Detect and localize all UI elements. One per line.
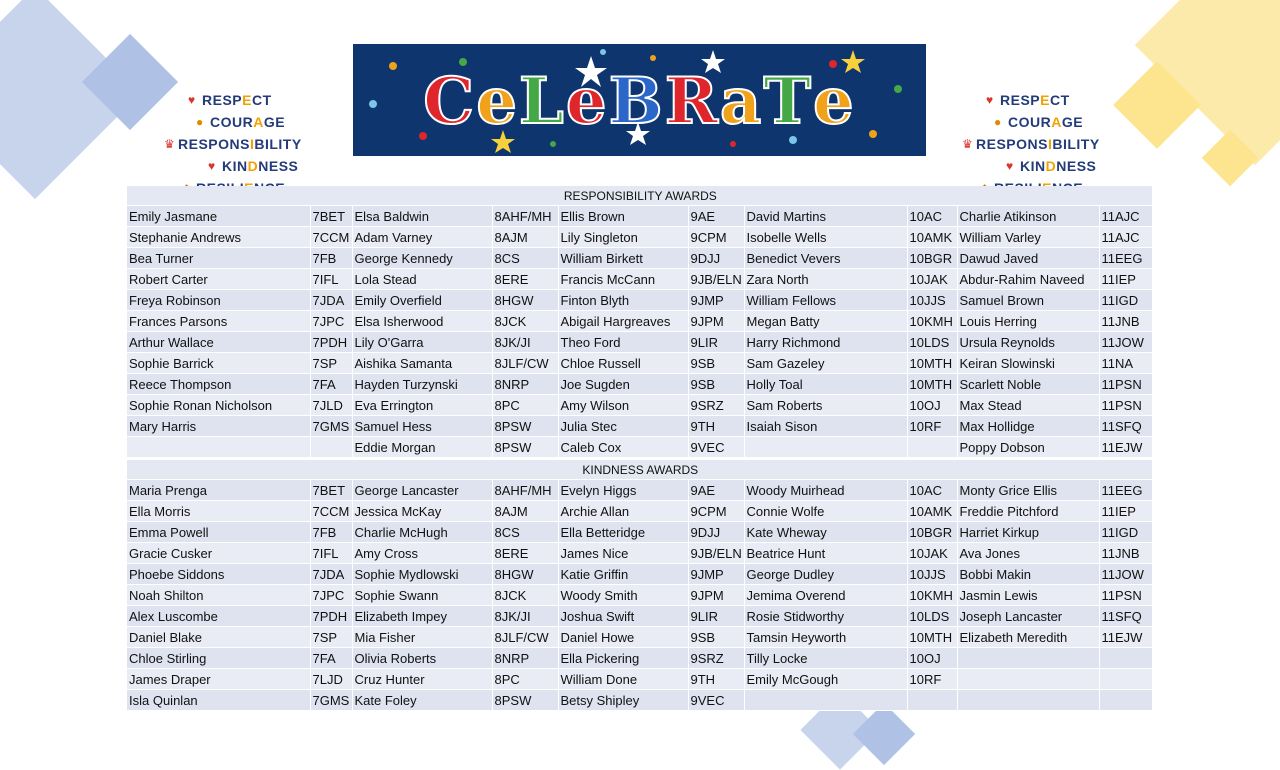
student-name-cell: Sophie Swann [352, 585, 492, 606]
form-group-cell: 10JAK [907, 543, 957, 564]
banner-letter: T [763, 64, 814, 139]
student-name-cell: James Nice [558, 543, 688, 564]
table-row [127, 353, 1152, 374]
student-name-cell: Amy Wilson [558, 395, 688, 416]
kindness-awards-title: KINDNESS AWARDS [127, 460, 1152, 480]
table-row [127, 290, 1152, 311]
student-name-cell: Ella Morris [127, 501, 310, 522]
form-group-cell: 7SP [310, 353, 352, 374]
student-name-cell: Theo Ford [558, 332, 688, 353]
student-name-cell: Sam Gazeley [744, 353, 907, 374]
form-group-cell: 10RF [907, 416, 957, 437]
table-row [127, 606, 1152, 627]
student-name-cell: Woody Smith [558, 585, 688, 606]
form-group-cell: 11AJC [1099, 206, 1152, 227]
student-name-cell: Caleb Cox [558, 437, 688, 458]
form-group-cell: 10MTH [907, 627, 957, 648]
banner-letter: L [518, 64, 566, 139]
student-name-cell: Abigail Hargreaves [558, 311, 688, 332]
table-row [127, 690, 1152, 711]
student-name-cell: Ellis Brown [558, 206, 688, 227]
value-word: KINDNESS [1020, 158, 1097, 174]
form-group-cell: 8NRP [492, 374, 558, 395]
form-group-cell: 10MTH [907, 374, 957, 395]
student-name-cell: Aishika Samanta [352, 353, 492, 374]
form-group-cell: 7CCM [310, 227, 352, 248]
form-group-cell: 11JOW [1099, 564, 1152, 585]
form-group-cell: 9JPM [688, 585, 744, 606]
form-group-cell: 8HGW [492, 564, 558, 585]
student-name-cell: Julia Stec [558, 416, 688, 437]
student-name-cell: Kate Wheway [744, 522, 907, 543]
form-group-cell: 9SRZ [688, 395, 744, 416]
form-group-cell: 11IEP [1099, 501, 1152, 522]
student-name-cell: Olivia Roberts [352, 648, 492, 669]
student-name-cell: Ava Jones [957, 543, 1099, 564]
form-group-cell: 7GMS [310, 690, 352, 711]
student-name-cell: Elizabeth Impey [352, 606, 492, 627]
form-group-cell: 10LDS [907, 606, 957, 627]
table-row [127, 522, 1152, 543]
student-name-cell: Benedict Vevers [744, 248, 907, 269]
form-group-cell: 10BGR [907, 522, 957, 543]
student-name-cell [127, 437, 310, 458]
form-group-cell: 8PSW [492, 416, 558, 437]
student-name-cell: Freddie Pitchford [957, 501, 1099, 522]
student-name-cell: Reece Thompson [127, 374, 310, 395]
student-name-cell: Freya Robinson [127, 290, 310, 311]
form-group-cell: 7PDH [310, 332, 352, 353]
form-group-cell: 9JMP [688, 290, 744, 311]
form-group-cell: 10BGR [907, 248, 957, 269]
form-group-cell [1099, 690, 1152, 711]
student-name-cell: Harry Richmond [744, 332, 907, 353]
form-group-cell: 8PC [492, 669, 558, 690]
responsibility-awards-table [127, 186, 1153, 458]
student-name-cell: Charlie Atikinson [957, 206, 1099, 227]
banner-letter: B [608, 64, 665, 139]
form-group-cell [310, 437, 352, 458]
form-group-cell: 9CPM [688, 501, 744, 522]
form-group-cell: 11IGD [1099, 522, 1152, 543]
student-name-cell: Isobelle Wells [744, 227, 907, 248]
form-group-cell: 10KMH [907, 585, 957, 606]
student-name-cell: Daniel Howe [558, 627, 688, 648]
student-name-cell: Francis McCann [558, 269, 688, 290]
form-group-cell: 7FB [310, 248, 352, 269]
value-word: RESPECT [1000, 92, 1070, 108]
form-group-cell: 9LIR [688, 332, 744, 353]
form-group-cell: 9VEC [688, 437, 744, 458]
form-group-cell: 8PSW [492, 437, 558, 458]
student-name-cell: Bobbi Makin [957, 564, 1099, 585]
student-name-cell: Emily Overfield [352, 290, 492, 311]
form-group-cell [1099, 648, 1152, 669]
student-name-cell: Arthur Wallace [127, 332, 310, 353]
student-name-cell: Dawud Javed [957, 248, 1099, 269]
heart-icon: ♥ [986, 93, 994, 107]
student-name-cell: Lily Singleton [558, 227, 688, 248]
form-group-cell: 7JPC [310, 311, 352, 332]
form-group-cell: 9SB [688, 374, 744, 395]
student-name-cell: Frances Parsons [127, 311, 310, 332]
form-group-cell: 10RF [907, 669, 957, 690]
student-name-cell: Max Hollidge [957, 416, 1099, 437]
student-name-cell: Lola Stead [352, 269, 492, 290]
form-group-cell: 7IFL [310, 269, 352, 290]
form-group-cell: 10AMK [907, 501, 957, 522]
form-group-cell: 11IEP [1099, 269, 1152, 290]
form-group-cell: 8JLF/CW [492, 353, 558, 374]
student-name-cell: Amy Cross [352, 543, 492, 564]
student-name-cell: Elsa Isherwood [352, 311, 492, 332]
form-group-cell: 11PSN [1099, 395, 1152, 416]
student-name-cell: Connie Wolfe [744, 501, 907, 522]
responsibility-awards-title: RESPONSIBILITY AWARDS [127, 186, 1152, 206]
value-word: COURAGE [210, 114, 286, 130]
form-group-cell: 11EJW [1099, 437, 1152, 458]
student-name-cell: Louis Herring [957, 311, 1099, 332]
table-row [127, 374, 1152, 395]
form-group-cell: 7BET [310, 206, 352, 227]
student-name-cell: Eddie Morgan [352, 437, 492, 458]
form-group-cell: 7CCM [310, 501, 352, 522]
medal-icon: ● [196, 115, 204, 129]
student-name-cell: Jasmin Lewis [957, 585, 1099, 606]
student-name-cell: Chloe Russell [558, 353, 688, 374]
student-name-cell: James Draper [127, 669, 310, 690]
form-group-cell: 9JPM [688, 311, 744, 332]
form-group-cell: 7GMS [310, 416, 352, 437]
value-word: RESPONSIBILITY [976, 136, 1100, 152]
form-group-cell: 8AJM [492, 227, 558, 248]
table-row [127, 269, 1152, 290]
form-group-cell: 11SFQ [1099, 416, 1152, 437]
student-name-cell: Sophie Mydlowski [352, 564, 492, 585]
form-group-cell: 8ERE [492, 269, 558, 290]
form-group-cell: 8NRP [492, 648, 558, 669]
student-name-cell: Keiran Slowinski [957, 353, 1099, 374]
form-group-cell [1099, 669, 1152, 690]
student-name-cell: Cruz Hunter [352, 669, 492, 690]
student-name-cell: Betsy Shipley [558, 690, 688, 711]
form-group-cell: 8PC [492, 395, 558, 416]
form-group-cell: 7IFL [310, 543, 352, 564]
student-name-cell: George Kennedy [352, 248, 492, 269]
student-name-cell: Robert Carter [127, 269, 310, 290]
student-name-cell: William Fellows [744, 290, 907, 311]
celebrate-banner [353, 44, 926, 156]
form-group-cell: 8ERE [492, 543, 558, 564]
student-name-cell: George Dudley [744, 564, 907, 585]
student-name-cell: Joshua Swift [558, 606, 688, 627]
student-name-cell: Finton Blyth [558, 290, 688, 311]
form-group-cell: 7JPC [310, 585, 352, 606]
value-word: KINDNESS [222, 158, 299, 174]
form-group-cell: 10JJS [907, 564, 957, 585]
form-group-cell: 11JOW [1099, 332, 1152, 353]
form-group-cell: 9SRZ [688, 648, 744, 669]
student-name-cell: Scarlett Noble [957, 374, 1099, 395]
student-name-cell: Tamsin Heyworth [744, 627, 907, 648]
student-name-cell: Archie Allan [558, 501, 688, 522]
form-group-cell: 10AMK [907, 227, 957, 248]
medal-icon: ● [994, 115, 1002, 129]
form-group-cell: 11JNB [1099, 543, 1152, 564]
form-group-cell: 8AJM [492, 501, 558, 522]
form-group-cell: 10AC [907, 206, 957, 227]
student-name-cell: Sophie Barrick [127, 353, 310, 374]
student-name-cell: Woody Muirhead [744, 480, 907, 501]
form-group-cell: 8AHF/MH [492, 480, 558, 501]
student-name-cell: Kate Foley [352, 690, 492, 711]
form-group-cell: 10OJ [907, 395, 957, 416]
form-group-cell: 7FA [310, 648, 352, 669]
form-group-cell: 7PDH [310, 606, 352, 627]
form-group-cell: 9CPM [688, 227, 744, 248]
form-group-cell: 9TH [688, 669, 744, 690]
student-name-cell: Charlie McHugh [352, 522, 492, 543]
student-name-cell [957, 669, 1099, 690]
form-group-cell [907, 690, 957, 711]
form-group-cell: 11EEG [1099, 248, 1152, 269]
form-group-cell: 10AC [907, 480, 957, 501]
banner-letter: e [565, 64, 609, 139]
form-group-cell: 11SFQ [1099, 606, 1152, 627]
form-group-cell: 10KMH [907, 311, 957, 332]
form-group-cell: 8CS [492, 248, 558, 269]
student-name-cell: Harriet Kirkup [957, 522, 1099, 543]
form-group-cell: 11AJC [1099, 227, 1152, 248]
kindness-awards-table [127, 460, 1153, 711]
table-row [127, 332, 1152, 353]
student-name-cell: William Birkett [558, 248, 688, 269]
student-name-cell: William Done [558, 669, 688, 690]
student-name-cell: Katie Griffin [558, 564, 688, 585]
student-name-cell: Max Stead [957, 395, 1099, 416]
table-row [127, 585, 1152, 606]
student-name-cell: Tilly Locke [744, 648, 907, 669]
student-name-cell: Mia Fisher [352, 627, 492, 648]
student-name-cell: David Martins [744, 206, 907, 227]
form-group-cell: 10LDS [907, 332, 957, 353]
student-name-cell: Stephanie Andrews [127, 227, 310, 248]
form-group-cell: 9SB [688, 627, 744, 648]
form-group-cell: 7JDA [310, 290, 352, 311]
student-name-cell: Monty Grice Ellis [957, 480, 1099, 501]
student-name-cell: Daniel Blake [127, 627, 310, 648]
form-group-cell: 9JMP [688, 564, 744, 585]
student-name-cell: Jessica McKay [352, 501, 492, 522]
student-name-cell: Samuel Brown [957, 290, 1099, 311]
value-word: COURAGE [1008, 114, 1084, 130]
student-name-cell [957, 690, 1099, 711]
heart-icon: ♥ [188, 93, 196, 107]
form-group-cell: 11PSN [1099, 374, 1152, 395]
form-group-cell: 8AHF/MH [492, 206, 558, 227]
student-name-cell: Evelyn Higgs [558, 480, 688, 501]
table-row [127, 564, 1152, 585]
student-name-cell: Emma Powell [127, 522, 310, 543]
student-name-cell: George Lancaster [352, 480, 492, 501]
student-name-cell: Bea Turner [127, 248, 310, 269]
form-group-cell: 9JB/ELN [688, 543, 744, 564]
student-name-cell: Emily Jasmane [127, 206, 310, 227]
school-values-logo [160, 76, 320, 186]
table-row [127, 416, 1152, 437]
student-name-cell: Samuel Hess [352, 416, 492, 437]
heart-icon: ♥ [1006, 159, 1014, 173]
table-row [127, 669, 1152, 690]
form-group-cell: 8HGW [492, 290, 558, 311]
trophy-icon: ♛ [164, 137, 175, 151]
form-group-cell: 11JNB [1099, 311, 1152, 332]
form-group-cell: 9VEC [688, 690, 744, 711]
form-group-cell [907, 437, 957, 458]
student-name-cell: Isaiah Sison [744, 416, 907, 437]
student-name-cell: Joseph Lancaster [957, 606, 1099, 627]
banner-letter: R [664, 64, 720, 139]
student-name-cell: Ella Betteridge [558, 522, 688, 543]
student-name-cell: Adam Varney [352, 227, 492, 248]
student-name-cell: Phoebe Siddons [127, 564, 310, 585]
form-group-cell: 11EEG [1099, 480, 1152, 501]
student-name-cell: Abdur-Rahim Naveed [957, 269, 1099, 290]
form-group-cell: 10JJS [907, 290, 957, 311]
student-name-cell: Hayden Turzynski [352, 374, 492, 395]
form-group-cell: 11EJW [1099, 627, 1152, 648]
student-name-cell: Chloe Stirling [127, 648, 310, 669]
student-name-cell [957, 648, 1099, 669]
school-values-logo [958, 76, 1118, 186]
table-row [127, 395, 1152, 416]
form-group-cell: 7LJD [310, 669, 352, 690]
table-row [127, 480, 1152, 501]
form-group-cell: 9LIR [688, 606, 744, 627]
student-name-cell: Poppy Dobson [957, 437, 1099, 458]
student-name-cell: Megan Batty [744, 311, 907, 332]
student-name-cell: Eva Errington [352, 395, 492, 416]
table-row [127, 437, 1152, 458]
form-group-cell: 11IGD [1099, 290, 1152, 311]
banner-letter: e [476, 64, 519, 139]
student-name-cell: Zara North [744, 269, 907, 290]
student-name-cell: Jemima Overend [744, 585, 907, 606]
form-group-cell: 10JAK [907, 269, 957, 290]
form-group-cell: 7FA [310, 374, 352, 395]
form-group-cell: 9SB [688, 353, 744, 374]
student-name-cell: Mary Harris [127, 416, 310, 437]
form-group-cell: 8JLF/CW [492, 627, 558, 648]
form-group-cell: 7JLD [310, 395, 352, 416]
table-row [127, 311, 1152, 332]
form-group-cell: 8JCK [492, 585, 558, 606]
form-group-cell: 8CS [492, 522, 558, 543]
form-group-cell: 9AE [688, 206, 744, 227]
student-name-cell: Rosie Stidworthy [744, 606, 907, 627]
banner-letter: C [423, 64, 477, 139]
student-name-cell: Holly Toal [744, 374, 907, 395]
banner-letter: a [719, 64, 764, 139]
student-name-cell: Alex Luscombe [127, 606, 310, 627]
student-name-cell: Elizabeth Meredith [957, 627, 1099, 648]
student-name-cell [744, 690, 907, 711]
student-name-cell: Gracie Cusker [127, 543, 310, 564]
student-name-cell [744, 437, 907, 458]
table-row [127, 543, 1152, 564]
student-name-cell: William Varley [957, 227, 1099, 248]
student-name-cell: Beatrice Hunt [744, 543, 907, 564]
student-name-cell: Isla Quinlan [127, 690, 310, 711]
form-group-cell: 9DJJ [688, 522, 744, 543]
student-name-cell: Noah Shilton [127, 585, 310, 606]
form-group-cell: 8JK/JI [492, 606, 558, 627]
table-row [127, 248, 1152, 269]
form-group-cell: 9DJJ [688, 248, 744, 269]
form-group-cell: 9AE [688, 480, 744, 501]
banner-title [353, 64, 926, 139]
student-name-cell: Emily McGough [744, 669, 907, 690]
student-name-cell: Ella Pickering [558, 648, 688, 669]
student-name-cell: Elsa Baldwin [352, 206, 492, 227]
student-name-cell: Lily O'Garra [352, 332, 492, 353]
form-group-cell: 10MTH [907, 353, 957, 374]
form-group-cell: 7SP [310, 627, 352, 648]
table-row [127, 648, 1152, 669]
student-name-cell: Sophie Ronan Nicholson [127, 395, 310, 416]
form-group-cell: 8JK/JI [492, 332, 558, 353]
value-word: RESPONSIBILITY [178, 136, 302, 152]
student-name-cell: Sam Roberts [744, 395, 907, 416]
form-group-cell: 11PSN [1099, 585, 1152, 606]
form-group-cell: 9TH [688, 416, 744, 437]
form-group-cell: 7BET [310, 480, 352, 501]
student-name-cell: Joe Sugden [558, 374, 688, 395]
table-row [127, 206, 1152, 227]
table-row [127, 627, 1152, 648]
form-group-cell: 8PSW [492, 690, 558, 711]
form-group-cell: 7FB [310, 522, 352, 543]
form-group-cell: 9JB/ELN [688, 269, 744, 290]
form-group-cell: 10OJ [907, 648, 957, 669]
form-group-cell: 11NA [1099, 353, 1152, 374]
student-name-cell: Ursula Reynolds [957, 332, 1099, 353]
student-name-cell: Maria Prenga [127, 480, 310, 501]
trophy-icon: ♛ [962, 137, 973, 151]
table-row [127, 227, 1152, 248]
form-group-cell: 8JCK [492, 311, 558, 332]
heart-icon: ♥ [208, 159, 216, 173]
banner-letter: e [813, 64, 856, 139]
value-word: RESPECT [202, 92, 272, 108]
table-row [127, 501, 1152, 522]
form-group-cell: 7JDA [310, 564, 352, 585]
